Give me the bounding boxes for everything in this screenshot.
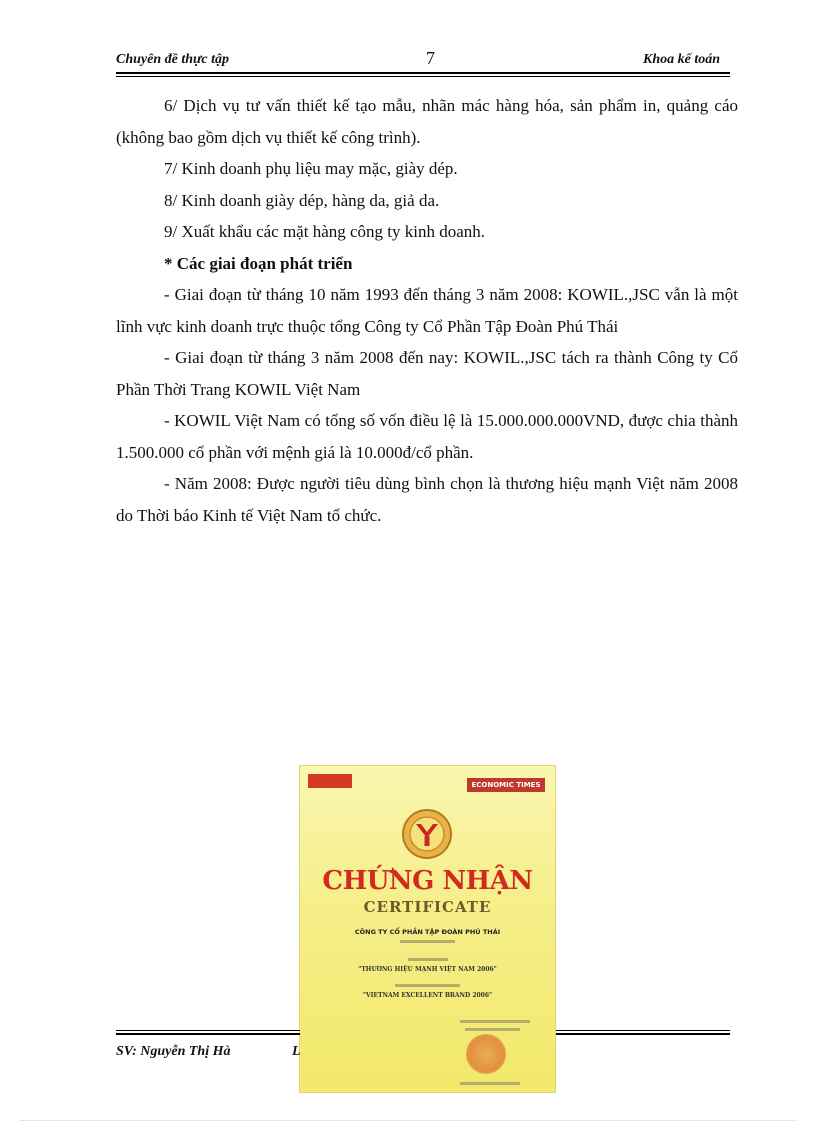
divider — [400, 940, 455, 943]
header-title: Chuyên đề thực tập — [116, 52, 230, 67]
seal-stamp — [466, 1034, 506, 1074]
publisher-logo-left — [308, 774, 352, 788]
signature-line — [460, 1082, 520, 1085]
header-rule-thick — [116, 72, 730, 74]
certificate-image — [300, 766, 555, 1092]
divider — [408, 958, 448, 961]
signature-line — [465, 1028, 520, 1031]
paragraph: - KOWIL Việt Nam có tổng số vốn điều lệ là 15.000.000.000VND, được chia thành 1.500.000 cổ phần với mệnh giá là 10.000đ/cổ phần. — [116, 411, 738, 462]
footer-student: SV: Nguyễn Thị Hà — [116, 1044, 231, 1059]
award-name-en: "VIETNAM EXCELLENT BRAND 2006" — [362, 992, 493, 999]
footer-partial: L — [292, 1044, 301, 1059]
footer-rule-thin-left — [116, 1030, 300, 1031]
divider — [395, 984, 460, 987]
certificate-company: CÔNG TY CỔ PHẦN TẬP ĐOÀN PHÚ THÁI — [354, 928, 501, 936]
body-text — [116, 90, 738, 531]
award-name-vn: "THƯƠNG HIỆU MẠNH VIỆT NAM 2006" — [358, 966, 497, 973]
footer-rule-thick-left — [116, 1033, 300, 1035]
paragraph: 6/ Dịch vụ tư vấn thiết kế tạo mẫu, nhãn mác hàng hóa, sản phẩm in, quảng cáo (không bao gồm dịch vụ thiết kế công trình). — [116, 96, 738, 147]
paragraph: 9/ Xuất khẩu các mặt hàng công ty kinh doanh. — [164, 222, 486, 241]
paragraph: - Giai đoạn từ tháng 10 năm 1993 đến tháng 3 năm 2008: KOWIL.,JSC vẫn là một lĩnh vực kinh doanh trực thuộc tổng Công ty Cổ Phần Tập Đoàn Phú Thái — [116, 285, 738, 336]
paragraph: - Giai đoạn từ tháng 3 năm 2008 đến nay: KOWIL.,JSC tách ra thành Công ty Cổ Phần Thời Trang KOWIL Việt Nam — [116, 348, 738, 399]
paragraph: - Năm 2008: Được người tiêu dùng bình chọn là thương hiệu mạnh Việt năm 2008 do Thời báo Kinh tế Việt Nam tổ chức. — [116, 474, 738, 525]
page-edge — [20, 1120, 796, 1121]
certificate-title-vn: CHỨNG NHẬN — [322, 866, 533, 896]
emblem-icon — [401, 808, 453, 860]
publisher-logo-right: ECONOMIC TIMES — [467, 778, 545, 792]
section-heading: * Các giai đoạn phát triển — [164, 253, 353, 273]
paragraph: 7/ Kinh doanh phụ liệu may mặc, giày dép. — [164, 159, 458, 178]
footer-rule-thin-right — [556, 1030, 730, 1031]
certificate-title-en: CERTIFICATE — [363, 898, 492, 916]
header-rule-thin — [116, 76, 730, 77]
paragraph: 8/ Kinh doanh giày dép, hàng da, giả da. — [164, 190, 440, 210]
footer-rule-thick-right — [556, 1033, 730, 1035]
page-number: 7 — [426, 48, 435, 68]
header-department: Khoa kế toán — [642, 52, 720, 67]
signature-line — [460, 1020, 530, 1023]
page-header — [116, 48, 730, 72]
